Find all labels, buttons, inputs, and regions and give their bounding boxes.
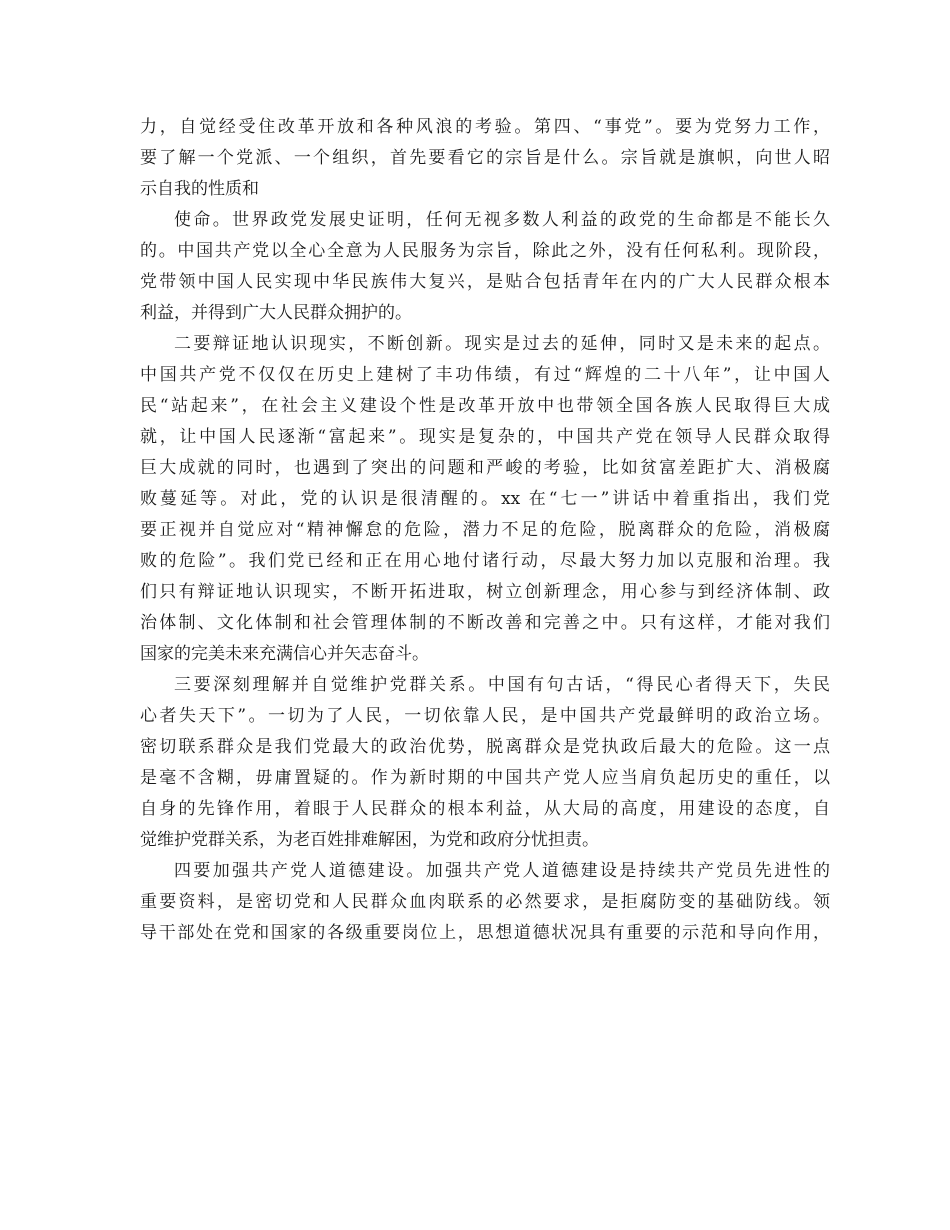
text-line: 们只有辩证地认识现实，不断开拓进取，树立创新理念，用心参与到经济体制、政	[140, 582, 830, 602]
text-line: 国家的完美未来充满信心并矢志奋斗。	[140, 644, 429, 664]
body-text	[140, 112, 830, 949]
text-line: 就，让中国人民逐渐“富起来”。现实是复杂的，中国共产党在领导人民群众取得	[140, 427, 830, 447]
text-line: 党带领中国人民实现中华民族伟大复兴，是贴合包括青年在内的广大人民群众根本	[140, 272, 830, 292]
text-line: 巨大成就的同时，也遇到了突出的问题和严峻的考验，比如贫富差距扩大、消极腐	[140, 458, 830, 478]
text-line: 重要资料，是密切党和人民群众血肉联系的必然要求，是拒腐防变的基础防线。领	[140, 892, 830, 912]
text-line: 力，自觉经受住改革开放和各种风浪的考验。第四、“事党”。要为党努力工作，	[140, 117, 830, 137]
text-line: 败蔓延等。对此，党的认识是很清醒的。xx 在“七一”讲话中着重指出，我们党	[140, 489, 830, 509]
paragraph-start-line: 四要加强共产党人道德建设。加强共产党人道德建设是持续共产党员先进性的	[174, 861, 830, 881]
text-line: 利益，并得到广大人民群众拥护的。	[140, 303, 412, 323]
paragraph-start-line: 三要深刻理解并自觉维护党群关系。中国有句古话，“得民心者得天下，失民	[174, 675, 830, 695]
text-line: 示自我的性质和	[140, 179, 259, 199]
text-line: 要了解一个党派、一个组织，首先要看它的宗旨是什么。宗旨就是旗帜，向世人昭	[140, 148, 830, 168]
text-line: 觉维护党群关系，为老百姓排难解困，为党和政府分忧担责。	[140, 830, 599, 850]
paragraph-start-line: 使命。世界政党发展史证明，任何无视多数人利益的政党的生命都是不能长久	[174, 210, 830, 230]
text-line: 民“站起来”，在社会主义建设个性是改革开放中也带领全国各族人民取得巨大成	[140, 396, 830, 416]
text-line: 治体制、文化体制和社会管理体制的不断改善和完善之中。只有这样，才能对我们	[140, 613, 830, 633]
text-line: 密切联系群众是我们党最大的政治优势，脱离群众是党执政后最大的危险。这一点	[140, 737, 830, 757]
text-line: 心者失天下”。一切为了人民，一切依靠人民，是中国共产党最鲜明的政治立场。	[140, 706, 830, 726]
text-line: 导干部处在党和国家的各级重要岗位上，思想道德状况具有重要的示范和导向作用，	[140, 923, 830, 943]
text-line: 中国共产党不仅仅在历史上建树了丰功伟绩，有过“辉煌的二十八年”，让中国人	[140, 365, 830, 385]
text-line: 要正视并自觉应对“精神懈怠的危险，潜力不足的危险，脱离群众的危险，消极腐	[140, 520, 830, 540]
text-line: 的。中国共产党以全心全意为人民服务为宗旨，除此之外，没有任何私利。现阶段，	[140, 241, 830, 261]
text-line: 自身的先锋作用，着眼于人民群众的根本利益，从大局的高度，用建设的态度，自	[140, 799, 830, 819]
text-line: 是毫不含糊，毋庸置疑的。作为新时期的中国共产党人应当肩负起历史的重任，以	[140, 768, 830, 788]
text-line: 败的危险”。我们党已经和正在用心地付诸行动，尽最大努力加以克服和治理。我	[140, 551, 830, 571]
paragraph-start-line: 二要辩证地认识现实，不断创新。现实是过去的延伸，同时又是未来的起点。	[174, 334, 830, 354]
